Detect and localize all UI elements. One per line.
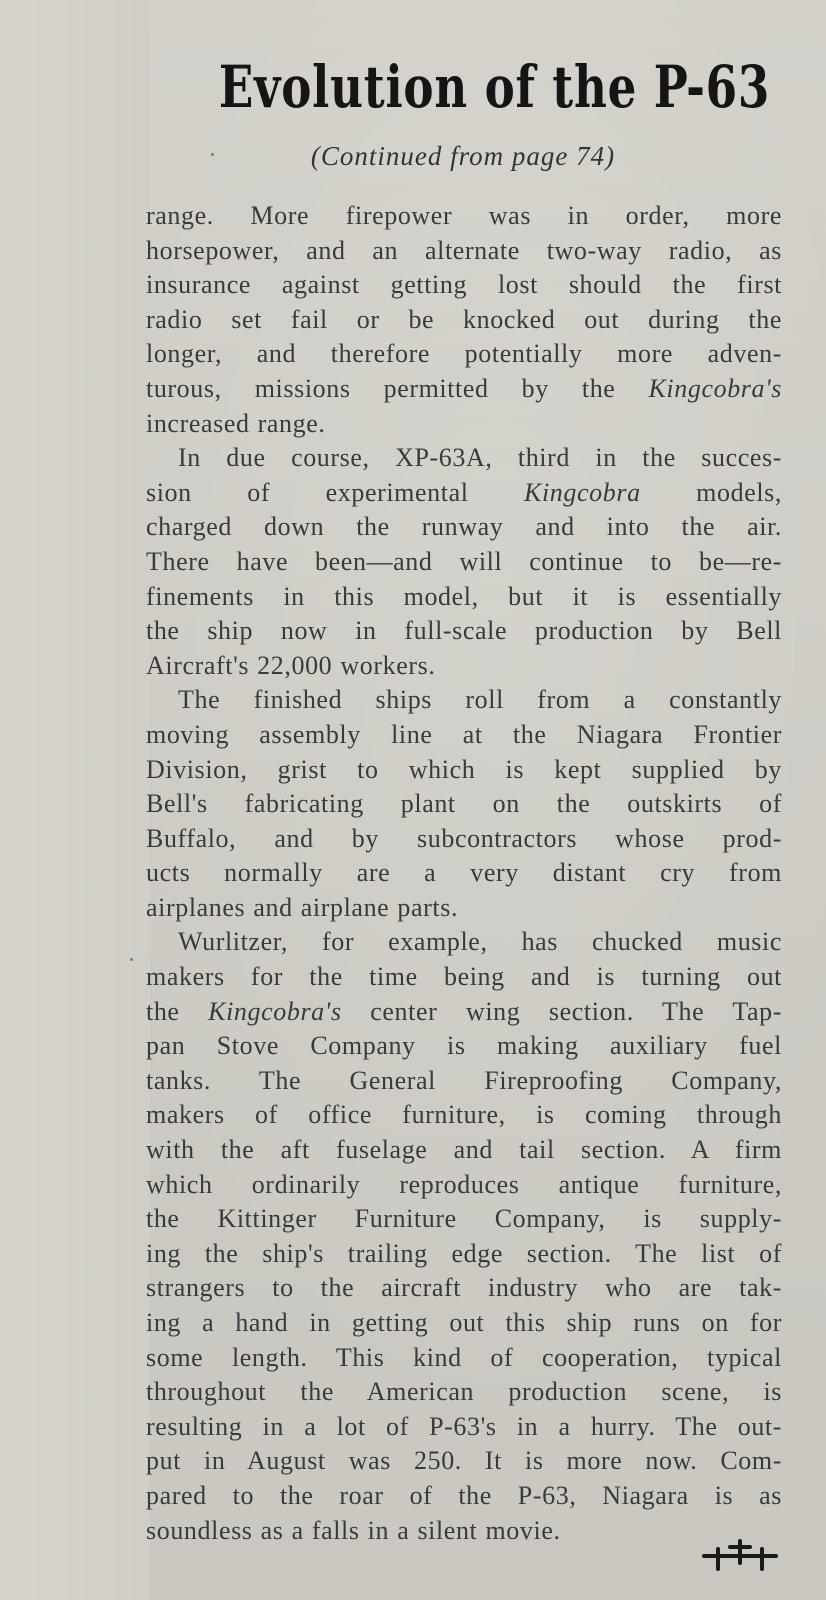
text-run: pan Stove Company is making auxiliary fuel bbox=[146, 1031, 782, 1061]
print-speck bbox=[211, 153, 214, 156]
text-run: throughout the American production scene, is bbox=[146, 1377, 782, 1407]
text-run: Wurlitzer, for example, has chucked music bbox=[178, 927, 782, 957]
text-line bbox=[146, 683, 782, 718]
text-line bbox=[146, 1202, 782, 1237]
text-run: ing the ship's trailing edge section. The list of bbox=[146, 1238, 782, 1268]
text-line bbox=[146, 545, 782, 580]
text-line bbox=[146, 822, 782, 857]
text-run: makers of office furniture, is coming through bbox=[146, 1100, 782, 1130]
text-line bbox=[146, 1444, 782, 1479]
text-run: tanks. The General Fireproofing Company, bbox=[146, 1065, 782, 1095]
text-run: ucts normally are a very distant cry from bbox=[146, 858, 782, 888]
text-line bbox=[146, 268, 782, 303]
text-run: pared to the roar of the P-63, Niagara is as bbox=[146, 1480, 782, 1510]
text-run: The finished ships roll from a constantly bbox=[178, 685, 782, 715]
text-line bbox=[146, 1133, 782, 1168]
text-run: with the aft fuselage and tail section. A firm bbox=[146, 1135, 782, 1165]
text-line bbox=[146, 580, 782, 615]
text-line bbox=[146, 1029, 782, 1064]
text-run: strangers to the aircraft industry who are tak- bbox=[146, 1273, 782, 1303]
article-title: Evolution of the P-63 bbox=[218, 53, 771, 121]
text-run: center wing section. The Tap- bbox=[341, 996, 782, 1026]
text-run: There have been—and will continue to be—re- bbox=[146, 546, 782, 576]
text-line bbox=[146, 1237, 782, 1272]
text-line bbox=[146, 476, 782, 511]
text-line bbox=[146, 1375, 782, 1410]
text-run: which ordinarily reproduces antique furniture, bbox=[146, 1169, 782, 1199]
text-line bbox=[146, 649, 782, 684]
text-line bbox=[146, 441, 782, 476]
text-line bbox=[146, 1479, 782, 1514]
italic-name: Kingcobra bbox=[524, 477, 641, 507]
text-run: In due course, XP-63A, third in the succes- bbox=[178, 443, 782, 473]
text-line bbox=[146, 960, 782, 995]
text-line bbox=[146, 614, 782, 649]
text-line bbox=[146, 1098, 782, 1133]
text-run: insurance against getting lost should the first bbox=[146, 270, 782, 300]
article-body bbox=[146, 199, 782, 1548]
text-run: longer, and therefore potentially more adven- bbox=[146, 339, 782, 369]
text-run: radio set fail or be knocked out during the bbox=[146, 304, 782, 334]
text-run: the ship now in full-scale production by Bell bbox=[146, 616, 782, 646]
text-run: Aircraft's 22,000 workers. bbox=[146, 650, 436, 680]
italic-name: Kingcobra's bbox=[648, 373, 782, 403]
text-line bbox=[146, 1271, 782, 1306]
text-run: soundless as a falls in a silent movie. bbox=[146, 1515, 561, 1545]
page-margin bbox=[0, 0, 150, 1600]
print-speck bbox=[130, 958, 133, 961]
text-line bbox=[146, 1514, 782, 1549]
text-run: put in August was 250. It is more now. Com- bbox=[146, 1446, 782, 1476]
text-line bbox=[146, 372, 782, 407]
text-run: models, bbox=[640, 477, 782, 507]
text-run: airplanes and airplane parts. bbox=[146, 892, 459, 922]
text-run: makers for the time being and is turning out bbox=[146, 962, 782, 992]
text-run: the bbox=[146, 996, 209, 1026]
text-run: range. More firepower was in order, more bbox=[146, 201, 782, 230]
text-line bbox=[146, 1341, 782, 1376]
text-line bbox=[146, 995, 782, 1030]
text-run: moving assembly line at the Niagara Frontier bbox=[146, 719, 782, 749]
text-run: the Kittinger Furniture Company, is supply- bbox=[146, 1204, 782, 1234]
text-run: sion of experimental bbox=[146, 477, 525, 507]
text-run: some length. This kind of cooperation, typical bbox=[146, 1342, 782, 1372]
text-run: finements in this model, but it is essentially bbox=[146, 581, 782, 611]
text-line bbox=[146, 1168, 782, 1203]
text-run: turous, missions permitted by the bbox=[146, 373, 649, 403]
text-line bbox=[146, 856, 782, 891]
text-line bbox=[146, 337, 782, 372]
text-line bbox=[146, 787, 782, 822]
text-run: Bell's fabricating plant on the outskirts of bbox=[146, 789, 782, 819]
text-line bbox=[146, 1410, 782, 1445]
text-line bbox=[146, 510, 782, 545]
text-run: resulting in a lot of P-63's in a hurry. The out- bbox=[146, 1411, 782, 1441]
text-run: charged down the runway and into the air. bbox=[146, 512, 782, 542]
text-line bbox=[146, 925, 782, 960]
text-run: horsepower, and an alternate two-way radio, as bbox=[146, 235, 782, 265]
italic-name: Kingcobra's bbox=[208, 996, 342, 1026]
text-line bbox=[146, 199, 782, 234]
text-line bbox=[146, 407, 782, 442]
text-run: increased range. bbox=[146, 408, 326, 438]
text-line bbox=[146, 234, 782, 269]
text-run: Division, grist to which is kept supplied by bbox=[146, 754, 782, 784]
text-line bbox=[146, 891, 782, 926]
text-run: ing a hand in getting out this ship runs on for bbox=[146, 1308, 782, 1337]
text-line bbox=[146, 303, 782, 338]
text-line bbox=[146, 718, 782, 753]
triple-cross-end-mark-icon bbox=[700, 1537, 780, 1577]
text-line bbox=[146, 1064, 782, 1099]
text-run: Buffalo, and by subcontractors whose prod- bbox=[146, 823, 782, 853]
continued-note: (Continued from page 74) bbox=[310, 141, 616, 171]
text-line bbox=[146, 1306, 782, 1341]
text-line bbox=[146, 753, 782, 788]
